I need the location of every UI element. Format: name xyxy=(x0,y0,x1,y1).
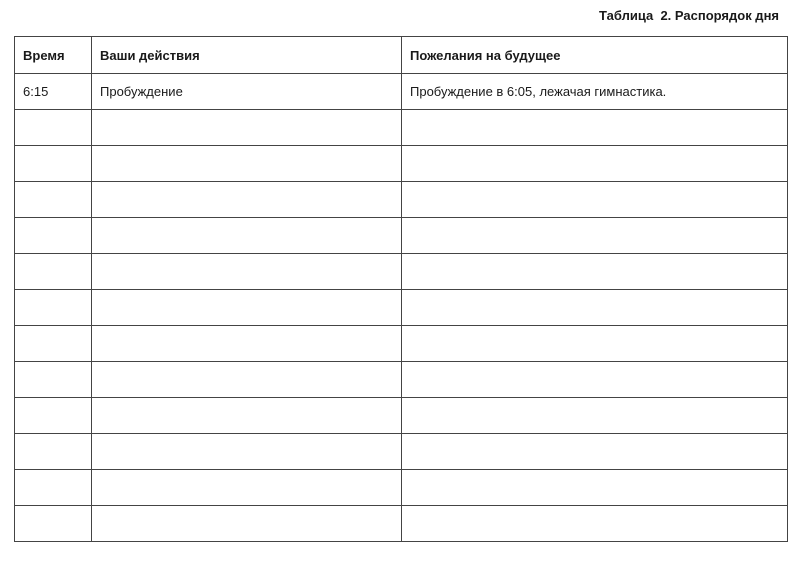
header-actions: Ваши действия xyxy=(92,37,402,74)
cell-wishes[interactable] xyxy=(402,506,788,542)
cell-wishes[interactable] xyxy=(402,362,788,398)
cell-wishes[interactable] xyxy=(402,218,788,254)
cell-actions[interactable]: Пробуждение xyxy=(92,74,402,110)
cell-wishes[interactable] xyxy=(402,470,788,506)
cell-wishes[interactable] xyxy=(402,434,788,470)
cell-wishes[interactable] xyxy=(402,182,788,218)
table-row xyxy=(15,182,788,218)
cell-actions[interactable] xyxy=(92,362,402,398)
cell-actions[interactable] xyxy=(92,182,402,218)
cell-actions[interactable] xyxy=(92,146,402,182)
cell-actions[interactable] xyxy=(92,470,402,506)
cell-time[interactable] xyxy=(15,254,92,290)
cell-time[interactable] xyxy=(15,470,92,506)
cell-time[interactable] xyxy=(15,434,92,470)
cell-wishes[interactable] xyxy=(402,290,788,326)
table-row xyxy=(15,146,788,182)
table-row xyxy=(15,254,788,290)
table-row xyxy=(15,434,788,470)
cell-wishes[interactable] xyxy=(402,326,788,362)
cell-time[interactable] xyxy=(15,110,92,146)
table-row xyxy=(15,362,788,398)
cell-time[interactable] xyxy=(15,326,92,362)
table-row xyxy=(15,398,788,434)
cell-time[interactable] xyxy=(15,182,92,218)
table-row xyxy=(15,218,788,254)
cell-time[interactable] xyxy=(15,506,92,542)
table-row xyxy=(15,326,788,362)
cell-time[interactable] xyxy=(15,398,92,434)
cell-time[interactable] xyxy=(15,146,92,182)
cell-actions[interactable] xyxy=(92,326,402,362)
cell-wishes[interactable] xyxy=(402,398,788,434)
cell-time[interactable] xyxy=(15,290,92,326)
cell-actions[interactable] xyxy=(92,506,402,542)
cell-wishes[interactable]: Пробуждение в 6:05, лежачая гимнастика. xyxy=(402,74,788,110)
table-header-row xyxy=(15,37,788,74)
table-row xyxy=(15,506,788,542)
schedule-table xyxy=(14,36,788,542)
cell-actions[interactable] xyxy=(92,398,402,434)
cell-actions[interactable] xyxy=(92,254,402,290)
header-wishes: Пожелания на будущее xyxy=(402,37,788,74)
cell-time[interactable] xyxy=(15,218,92,254)
table-row xyxy=(15,470,788,506)
cell-wishes[interactable] xyxy=(402,254,788,290)
cell-actions[interactable] xyxy=(92,218,402,254)
cell-wishes[interactable] xyxy=(402,110,788,146)
cell-time[interactable]: 6:15 xyxy=(15,74,92,110)
table-caption: Таблица 2. Распорядок дня xyxy=(599,8,779,23)
cell-actions[interactable] xyxy=(92,434,402,470)
table-row xyxy=(15,110,788,146)
table-row xyxy=(15,290,788,326)
header-time: Время xyxy=(15,37,92,74)
cell-actions[interactable] xyxy=(92,110,402,146)
cell-wishes[interactable] xyxy=(402,146,788,182)
cell-time[interactable] xyxy=(15,362,92,398)
table-row xyxy=(15,74,788,110)
cell-actions[interactable] xyxy=(92,290,402,326)
